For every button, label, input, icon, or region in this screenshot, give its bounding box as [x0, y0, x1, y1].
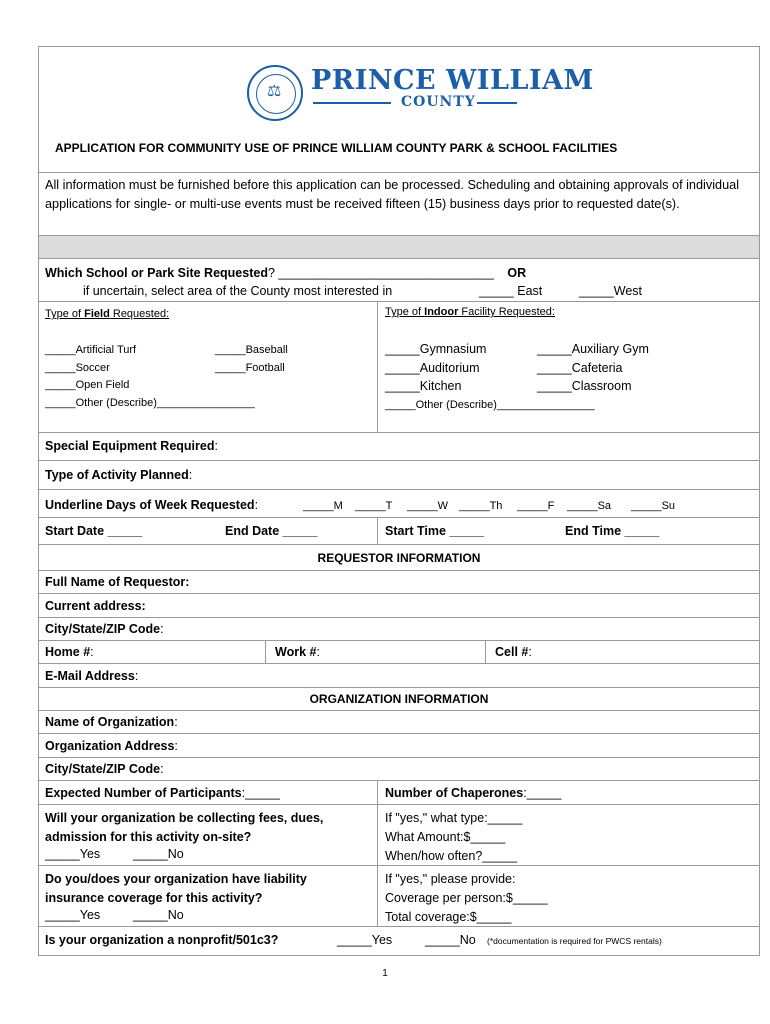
participants-label: Expected Number of Participants — [45, 786, 242, 800]
indoor-option[interactable]: _____Gymnasium — [385, 342, 487, 356]
field-type-label: Type of Field Requested: — [45, 308, 170, 320]
brand-main: PRINCE WILLIAM — [311, 65, 594, 96]
area-east[interactable]: _____ East — [479, 284, 543, 298]
day-sa[interactable]: _____Sa — [567, 500, 612, 512]
insurance-row — [39, 866, 759, 927]
org-city-row: City/State/ZIP Code: — [39, 758, 759, 781]
fees-row — [39, 805, 759, 866]
insurance-yes[interactable]: _____Yes — [45, 908, 101, 922]
nonprofit-row — [39, 927, 759, 955]
phone-row: Home #: Work #: Cell #: — [39, 641, 759, 664]
indoor-option[interactable]: _____Cafeteria — [537, 360, 623, 375]
org-name-label: Name of Organization — [45, 715, 175, 729]
home-label: Home # — [45, 645, 91, 659]
requestor-name-label: Full Name of Requestor: — [45, 575, 190, 589]
field-option[interactable]: _____Open Field — [45, 379, 130, 391]
day-f[interactable]: _____F — [517, 500, 555, 512]
nonprofit-yes[interactable]: _____Yes — [337, 933, 393, 947]
site-area-label: if uncertain, select area of the County most interested in — [83, 284, 393, 298]
facility-section — [39, 302, 759, 433]
org-name-row: Name of Organization: — [39, 711, 759, 734]
end-date[interactable]: End Date _____ — [225, 524, 318, 538]
county-seal-icon: ⚖ — [247, 65, 303, 121]
day-w[interactable]: _____W — [407, 500, 448, 512]
chaperones-label: Number of Chaperones — [385, 786, 524, 800]
requestor-address-row — [39, 594, 759, 618]
site-blank[interactable]: ? _______________________________ — [267, 266, 494, 280]
insurance-if: If "yes," please provide: — [385, 872, 516, 886]
participants-row — [39, 781, 759, 805]
requestor-name-row — [39, 571, 759, 594]
field-option[interactable]: _____Football — [215, 361, 285, 374]
site-section — [39, 259, 759, 302]
org-city-label: City/State/ZIP Code — [45, 762, 161, 776]
form-title: APPLICATION FOR COMMUNITY USE OF PRINCE WILLIAM COUNTY PARK & SCHOOL FACILITIES — [39, 131, 759, 173]
day-th[interactable]: _____Th — [459, 500, 503, 512]
day-m[interactable]: _____M — [303, 500, 343, 512]
field-option[interactable]: _____Other (Describe)________________ — [45, 396, 255, 409]
requestor-heading: REQUESTOR INFORMATION — [39, 545, 759, 571]
shaded-divider — [39, 236, 759, 259]
indoor-option[interactable]: _____Kitchen — [385, 379, 462, 393]
indoor-option[interactable]: _____Auxiliary Gym — [537, 342, 649, 356]
indoor-option[interactable]: _____Classroom — [537, 379, 632, 393]
fees-no[interactable]: _____No — [133, 847, 184, 861]
field-options-2 — [215, 342, 288, 377]
days-row: Underline Days of Week Requested: _____M _____T _____W _____Th _____F _____Sa _____Su — [39, 490, 759, 518]
insurance-question: Do you/does your organization have liability insurance coverage for this activity? — [45, 872, 307, 905]
county-logo — [247, 65, 594, 135]
intro-text: All information must be furnished before this application can be processed. Scheduling and obtaining approvals of individual applications for single- or multi-use events must be received fifteen (15) business days prior to requested date(s). — [39, 173, 759, 236]
end-time[interactable]: End Time _____ — [565, 524, 660, 538]
day-su[interactable]: _____Su — [631, 500, 676, 512]
fees-amount[interactable]: What Amount:$_____ — [385, 830, 506, 844]
insurance-no[interactable]: _____No — [133, 908, 184, 922]
requestor-city-row: City/State/ZIP Code: — [39, 618, 759, 641]
indoor-option[interactable]: _____Auditorium — [385, 360, 480, 375]
start-time[interactable]: Start Time _____ — [385, 524, 485, 538]
indoor-type-label: Type of Indoor Facility Requested: — [385, 306, 555, 318]
site-question: Which School or Park Site Requested — [45, 266, 268, 280]
fees-when[interactable]: When/how often?_____ — [385, 849, 518, 863]
cell-label: Cell # — [495, 645, 529, 659]
requestor-address-label: Current address: — [45, 599, 146, 613]
indoor-option[interactable]: _____Other (Describe)________________ — [385, 398, 595, 411]
page-number: 1 — [382, 968, 388, 979]
field-option[interactable]: _____Baseball — [215, 344, 288, 356]
start-date[interactable]: Start Date _____ — [45, 524, 143, 538]
site-or: OR — [507, 266, 527, 280]
field-option[interactable]: _____Artificial Turf — [45, 344, 137, 356]
fees-type[interactable]: If "yes," what type:_____ — [385, 811, 523, 825]
work-label: Work # — [275, 645, 317, 659]
org-address-label: Organization Address — [45, 739, 175, 753]
dates-row — [39, 518, 759, 545]
fees-yes[interactable]: _____Yes — [45, 847, 101, 861]
equipment-row: Special Equipment Required: — [39, 433, 759, 461]
application-form — [38, 46, 760, 956]
activity-label: Type of Activity Planned — [45, 468, 189, 482]
nonprofit-note: (*documentation is required for PWCS rentals) — [487, 936, 662, 946]
days-label: Underline Days of Week Requested — [45, 498, 255, 512]
insurance-details — [385, 870, 548, 927]
area-west[interactable]: _____West — [579, 284, 643, 298]
fees-question: Will your organization be collecting fees, dues, admission for this activity on-site? — [45, 811, 324, 844]
equipment-label: Special Equipment Required — [45, 439, 215, 453]
email-row: E-Mail Address: — [39, 664, 759, 688]
insurance-per-person[interactable]: Coverage per person:$_____ — [385, 891, 548, 905]
organization-heading: ORGANIZATION INFORMATION — [39, 688, 759, 711]
participants-blank[interactable]: :_____ — [241, 786, 280, 800]
org-address-row: Organization Address: — [39, 734, 759, 758]
brand-sub: COUNTY — [401, 94, 476, 110]
insurance-total[interactable]: Total coverage:$_____ — [385, 910, 512, 924]
day-t[interactable]: _____T — [355, 500, 393, 512]
nonprofit-question: Is your organization a nonprofit/501c3? — [45, 933, 279, 947]
requestor-city-label: City/State/ZIP Code — [45, 622, 161, 636]
fees-details — [385, 809, 522, 866]
indoor-options-2 — [537, 340, 649, 396]
chaperones-blank[interactable]: :_____ — [523, 786, 562, 800]
field-option[interactable]: _____Soccer — [45, 361, 110, 374]
email-label: E-Mail Address — [45, 669, 135, 683]
nonprofit-no[interactable]: _____No — [425, 933, 476, 947]
activity-row: Type of Activity Planned: — [39, 461, 759, 490]
